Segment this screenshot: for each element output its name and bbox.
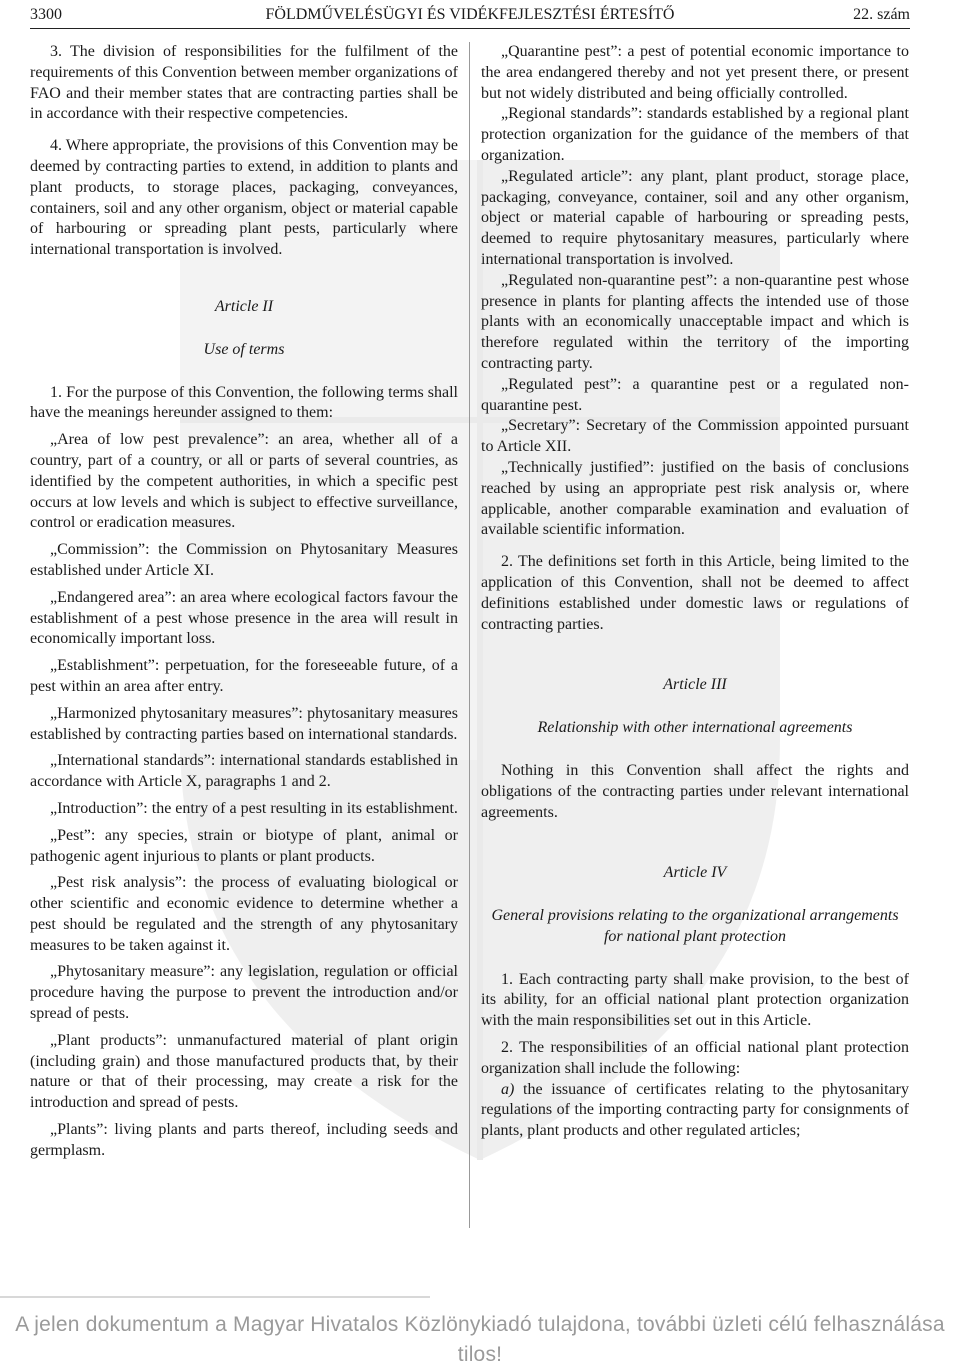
definition-regulated-article: „Regulated article”: any plant, plant product, storage place, packaging, conveyance, container, soil and any other organism, object or material capable of harbouring or spreading pests, deemed to require phytosanitary measures, particularly where international transportation is involved. (481, 167, 909, 268)
definition-pest-risk-analysis: „Pest risk analysis”: the process of evaluating biological or other scientific and economic evidence to determine whether a pest should be regulated and the strength of any phytosanitary measures to be taken against it. (30, 874, 458, 954)
page-header (30, 4, 910, 26)
article-3-subtitle: Relationship with other international agreements (537, 719, 853, 737)
definition-pest: „Pest”: any species, strain or biotype of plant, animal or pathogenic agent injurious to plants or plant products. (30, 826, 458, 865)
issue-number: 22. szám (853, 6, 910, 23)
paragraph-article-4-1: 1. Each contracting party shall make provision, to the best of its ability, for an official national plant protection organization with the main responsibilities set out in this Article. (481, 970, 909, 1030)
footer-notice: A jelen dokumentum a Magyar Hivatalos Közlönykiadó tulajdona, további üzleti célú felhasználása tilos! (15, 1313, 945, 1366)
definition-area-low-pest: „Area of low pest prevalence”: an area, whether all of a country, part of a country, or all or parts of several countries, as identified by the competent authorities, in which a specific pest occurs at low levels and which is subject to effective surveillance, control or eradication measures. (30, 431, 458, 532)
definition-endangered-area: „Endangered area”: an area where ecological factors favour the establishment of a pest whose presence in the area will result in economically important loss. (30, 588, 458, 648)
definition-quarantine-pest: „Quarantine pest”: a pest of potential economic importance to the area endangered thereby and not yet present there, or present but not widely distributed and being officially controlled. (481, 43, 909, 102)
journal-title: FÖLDMŰVELÉSÜGYI ÉS VIDÉKFEJLESZTÉSI ÉRTESÍTŐ (265, 6, 675, 23)
article-2-subtitle: Use of terms (203, 340, 285, 358)
definition-regulated-non-quarantine-pest: „Regulated non-quarantine pest”: a non-quarantine pest whose presence in plants for planting affects the intended use of those plants with an economically unacceptable impact and which is therefore regulated within the territory of the importing contracting party. (481, 271, 909, 372)
header-rule (30, 28, 910, 29)
definition-secretary: „Secretary”: Secretary of the Commission appointed pursuant to Article XII. (481, 417, 909, 456)
definition-commission: „Commission”: the Commission on Phytosanitary Measures established under Article XI. (30, 541, 458, 579)
definition-establishment: „Establishment”: perpetuation, for the foreseeable future, of a pest within an area after entry. (30, 657, 458, 695)
list-item-a-text: the issuance of certificates relating to the phytosanitary regulations of the importing contracting party for consignments of plants, plant products and other regulated articles; (481, 1080, 909, 1140)
article-3-title: Article III (663, 676, 727, 694)
right-column (481, 42, 909, 1142)
column-divider (469, 42, 470, 1228)
definition-introduction: „Introduction”: the entry of a pest resulting in its establishment. (50, 799, 458, 817)
definition-technically-justified: „Technically justified”: justified on the basis of conclusions reached by using an appropriate pest risk analysis or, where applicable, another comparable examination and evaluation of available scientific information. (481, 458, 909, 539)
list-item-a (481, 1080, 909, 1142)
article-4-title: Article IV (663, 864, 727, 882)
article-2-title: Article II (214, 297, 274, 315)
definition-international-standards: „International standards”: international standards established in accordance with Article X, paragraphs 1 and 2. (30, 752, 458, 791)
paragraph-article-4-2: 2. The responsibilities of an official national plant protection organization shall include the following: (481, 1039, 909, 1077)
left-column (30, 42, 458, 1162)
footer-rule (0, 1296, 430, 1298)
paragraph-terms-intro: 1. For the purpose of this Convention, the following terms shall have the meanings hereunder assigned to them: (30, 383, 458, 422)
page-number: 3300 (30, 6, 62, 23)
paragraph-nothing-affects: Nothing in this Convention shall affect the rights and obligations of the contracting parties under relevant international agreements. (481, 761, 909, 821)
definition-plant-products: „Plant products”: unmanufactured material of plant origin (including grain) and those manufactured products that, by their nature or that of their processing, may create a risk for the introduction and spread of pests. (30, 1031, 458, 1112)
paragraph-4: 4. Where appropriate, the provisions of this Convention may be deemed by contracting parties to extend, in addition to plants and plant products, to storage places, packaging, conveyances, containers, soil and any other organism, object or material capable of harbouring or spreading plant pests, particularly where international transportation is involved. (30, 137, 458, 259)
definition-plants: „Plants”: living plants and parts thereof, including seeds and germplasm. (30, 1121, 458, 1159)
paragraph-definitions-limited: 2. The definitions set forth in this Article, being limited to the application of this Convention, shall not be deemed to affect definitions established under domestic laws or regulations of contracting parties. (481, 553, 909, 633)
paragraph-3: 3. The division of responsibilities for the fulfilment of the requirements of this Convention between member organizations of FAO and their member states that are contracting parties shall be in accordance with their respective competencies. (30, 43, 458, 123)
definition-regulated-pest: „Regulated pest”: a quarantine pest or a regulated non-quarantine pest. (481, 375, 909, 414)
list-item-a-marker: a) (501, 1080, 515, 1098)
definition-phytosanitary-measure: „Phytosanitary measure”: any legislation, regulation or official procedure having the purpose to prevent the introduction and/or spread of pests. (30, 963, 458, 1023)
article-4-subtitle: General provisions relating to the organizational arrangements for national plant protection (491, 907, 899, 945)
definition-regional-standards: „Regional standards”: standards established by a regional plant protection organization for the guidance of the members of that organization. (481, 105, 909, 164)
definition-harmonized-measures: „Harmonized phytosanitary measures”: phytosanitary measures established by contracting parties based on international standards. (30, 704, 458, 743)
